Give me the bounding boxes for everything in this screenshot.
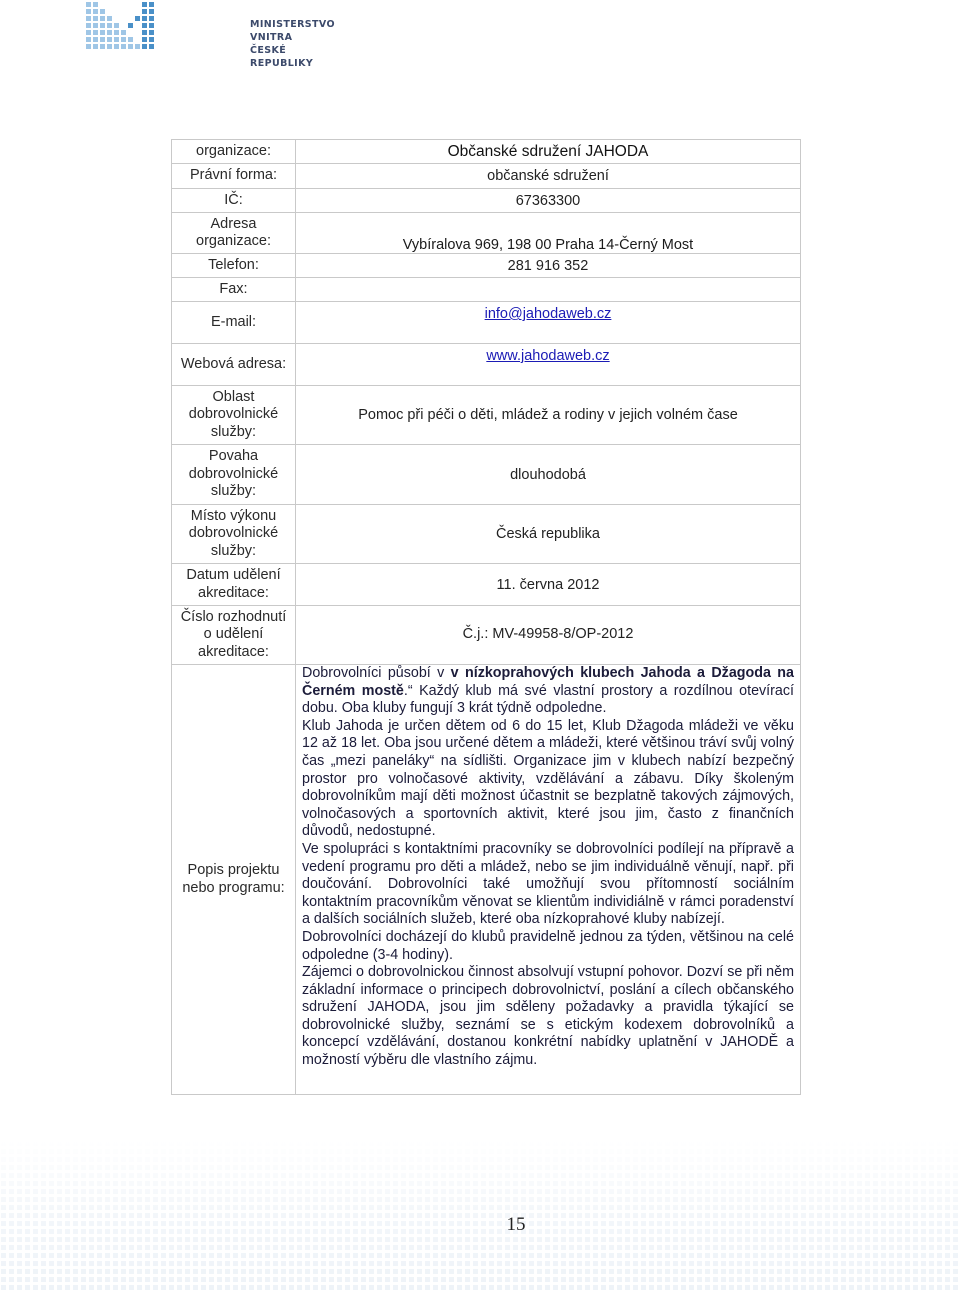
- phone-label: Telefon:: [172, 254, 296, 278]
- address-value: Vybíralova 969, 198 00 Praha 14-Černý Most: [296, 213, 801, 254]
- logo-line-1: MINISTERSTVO VNITRA: [250, 19, 335, 43]
- project-description: [296, 665, 801, 1095]
- desc-paragraph-1: [302, 665, 794, 718]
- ic-label: IČ:: [172, 189, 296, 213]
- table-row: [172, 278, 801, 302]
- organization-info-table: [171, 139, 801, 1095]
- table-row: [172, 665, 801, 1095]
- date-value: 11. června 2012: [296, 564, 801, 606]
- email-link[interactable]: info@jahodaweb.cz: [484, 306, 612, 322]
- table-row: [172, 302, 801, 344]
- ministry-logo: [84, 0, 335, 69]
- org-value: Občanské sdružení JAHODA: [296, 140, 801, 164]
- desc-paragraph-3: Ve spolupráci s kontaktními pracovníky se dobrovolníci podílejí na přípravě a vedení programu pro děti a mládež, nebo se jim individuálně věnují, např. při doučování. Dobrovolníci také umožňují svou přítomností sociálním kontaktním pracovníkům věnovat se klientům individiálně v rámci poradenství a dalších sociálních služeb, které oba nízkoprahové kluby nabízejí.: [302, 840, 794, 928]
- fax-value: [296, 278, 801, 302]
- area-value: Pomoc při péči o děti, mládež a rodiny v jejich volném čase: [296, 386, 801, 445]
- table-row: [172, 564, 801, 606]
- table-row: [172, 164, 801, 189]
- table-row: [172, 445, 801, 505]
- table-row: [172, 505, 801, 564]
- ic-value: 67363300: [296, 189, 801, 213]
- desc-paragraph-4: Dobrovolníci docházejí do klubů pravidelně jednou za týden, většinou na celé odpoledne (3-4 hodiny).: [302, 928, 794, 963]
- decision-value: Č.j.: MV-49958-8/OP-2012: [296, 606, 801, 665]
- desc-paragraph-2: Klub Jahoda je určen dětem od 6 do 15 let, Klub Džagoda mládeži ve věku 12 až 18 let. Oba jsou určené dětem a mládeži, které většinou tráví svůj volný čas „mezi paneláky“ na sídlišti. Organizace jim v klubech nabízí bezpečný prostor pro volnočasové aktivity, vzdělávání a zábavu. Díky školeným dobrovolníkům mají děti možnost účastnit se bezplatně takových zájmových, volnočasových a sportovních aktivit, které jsou jim, často z finančních důvodů, nedostupné.: [302, 717, 794, 840]
- nature-value: dlouhodobá: [296, 445, 801, 505]
- desc-paragraph-5: Zájemci o dobrovolnickou činnost absolvují vstupní pohovor. Dozví se při něm základní informace o principech dobrovolnictví, poslání a cílech občanského sdružení JAHODA, jsou jim sděleny požadavky a pravidla týkající se dobrovolnické služby, seznámí se s etickým kodexem dobrovolníků a koncepcí vzdělávání, dostanou konkrétní nabídky uplatnění v JAHODĚ a možností výběru dle vlastního zájmu.: [302, 964, 794, 1069]
- org-label: organizace:: [172, 140, 296, 164]
- table-row: [172, 189, 801, 213]
- fax-label: Fax:: [172, 278, 296, 302]
- phone-value: 281 916 352: [296, 254, 801, 278]
- table-row: [172, 254, 801, 278]
- table-row: [172, 606, 801, 665]
- table-row: [172, 344, 801, 386]
- email-label: E-mail:: [172, 302, 296, 344]
- web-cell: [296, 344, 801, 386]
- logo-line-2: ČESKÉ REPUBLIKY: [250, 45, 314, 69]
- ministry-logo-text: [250, 18, 335, 70]
- place-value: Česká republika: [296, 505, 801, 564]
- web-label: Webová adresa:: [172, 344, 296, 386]
- email-cell: [296, 302, 801, 344]
- project-label: Popis projektu nebo programu:: [172, 665, 296, 1095]
- page-number: 15: [506, 1214, 526, 1235]
- table-row: [172, 213, 801, 254]
- decorative-dot-pattern: [0, 1140, 960, 1290]
- legal-form-label: Právní forma:: [172, 164, 296, 189]
- address-label: Adresa organizace:: [172, 213, 296, 254]
- web-link[interactable]: www.jahodaweb.cz: [486, 348, 610, 364]
- area-label: Oblast dobrovolnické služby:: [172, 386, 296, 445]
- date-label: Datum udělení akreditace:: [172, 564, 296, 606]
- table-row: [172, 140, 801, 164]
- desc-p1-rest: .“ Každý klub má své vlastní prostory a rozdílnou otevírací dobu. Oba kluby fungují 3 krát týdně odpoledne.: [302, 682, 794, 717]
- nature-label: Povaha dobrovolnické služby:: [172, 445, 296, 505]
- decision-label: Číslo rozhodnutí o udělení akreditace:: [172, 606, 296, 665]
- table-row: [172, 386, 801, 445]
- legal-form-value: občanské sdružení: [296, 164, 801, 189]
- place-label: Místo výkonu dobrovolnické služby:: [172, 505, 296, 564]
- desc-p1-text: Dobrovolníci působí v: [302, 665, 451, 681]
- desc-p1-bold: v nízkoprahových klubech Jahoda a Džagoda na Černém mostě: [302, 665, 794, 699]
- ministry-logo-mark-icon: [84, 0, 164, 56]
